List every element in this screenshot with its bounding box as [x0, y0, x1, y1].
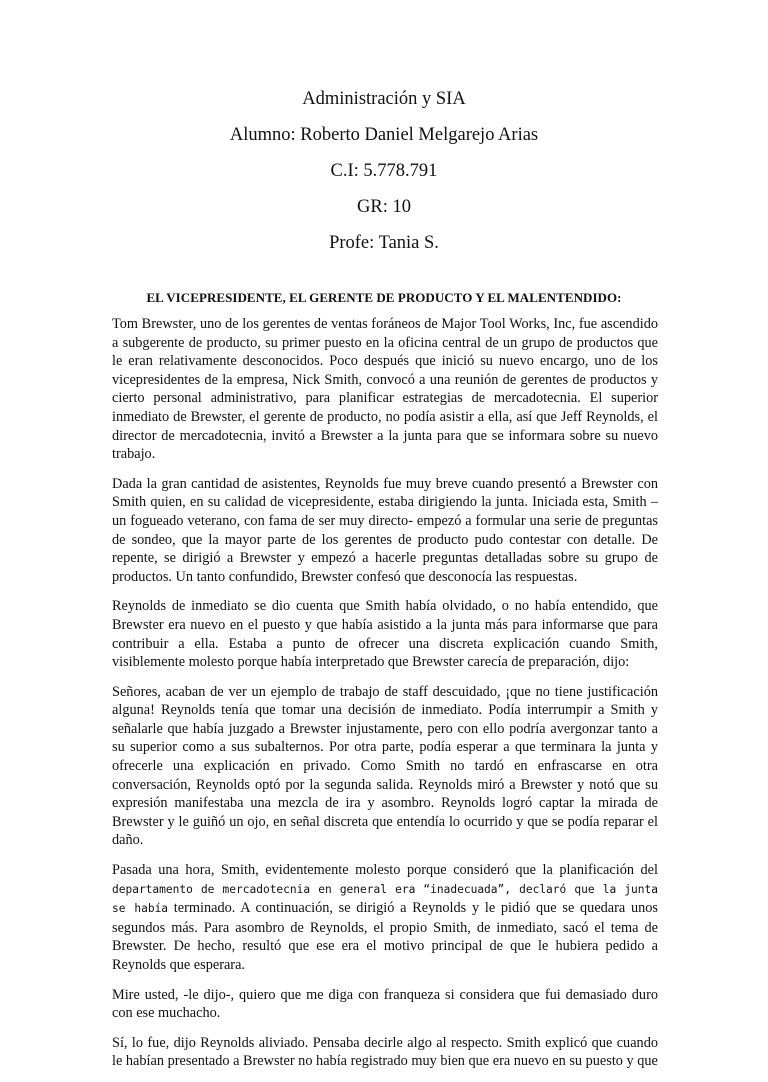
teacher-name: Profe: Tania S.: [329, 233, 439, 253]
document-header: [0, 86, 768, 266]
paragraph-5: [112, 861, 658, 975]
paragraph-5-end: terminado. A continuación, se dirigió a Reynolds y le pidió que se quedara unos segundos más. Para asombro de Reynolds, el propio Smith, de inmediato, sacó el tema de Brewster. De hecho, resultó que ese era el motivo principal de que le hubiera pedido a Reynolds que esperara.: [112, 900, 659, 973]
paragraph-3: Reynolds de inmediato se dio cuenta que Smith había olvidado, o no había entendido, que Brewster era nuevo en el puesto y que había asistido a la junta más para informarse que para contribuir a ella. Estaba a punto de ofrecer una discreta explicación cuando Smith, visiblemente molesto porque había interpretado que Brewster carecía de preparación, dijo:: [112, 598, 658, 671]
student-id: C.I: 5.778.791: [330, 161, 438, 181]
article-body: [112, 315, 658, 1082]
group-number: GR: 10: [357, 197, 411, 217]
paragraph-5-start: Pasada una hora, Smith, evidentemente molesto porque consideró que la planificación del: [112, 862, 658, 879]
paragraph-6: Mire usted, -le dijo-, quiero que me diga con franqueza si considera que fui demasiado duro con ese muchacho.: [112, 986, 658, 1022]
paragraph-2: Dada la gran cantidad de asistentes, Reynolds fue muy breve cuando presentó a Brewster con Smith quien, en su calidad de vicepresidente, estaba dirigiendo la junta. Iniciada esta, Smith –un fogueado veterano, con fama de ser muy directo- empezó a formular una serie de preguntas de sondeo, que la mayor parte de los gerentes de producto pudo contestar con detalle. De repente, se dirigió a Brewster y empezó a hacerle preguntas detalladas sobre su grupo de productos. Un tanto confundido, Brewster confesó que desconocía las respuestas.: [112, 475, 658, 585]
article-title: EL VICEPRESIDENTE, EL GERENTE DE PRODUCTO Y EL MALENTENDIDO:: [146, 290, 622, 305]
paragraph-4: Señores, acaban de ver un ejemplo de trabajo de staff descuidado, ¡que no tiene justificación alguna! Reynolds tenía que tomar una decisión de inmediato. Podía interrumpir a Smith y señalarle que había juzgado a Brewster injustamente, pero con ello podría avergonzar tanto a su superior como a sus subalternos. Por otra parte, podía esperar a que terminara la junta y ofrecerle una explicación en privado. Como Smith no tardó en enfrascarse en otra conversación, Reynolds optó por la segunda salida. Reynolds miró a Brewster y notó que su expresión manifestaba una mezcla de ira y asombro. Reynolds logró captar la mirada de Brewster y le guiñó un ojo, en señal discreta que entendía lo ocurrido y que se podía reparar el daño.: [112, 683, 658, 849]
course-name: Administración y SIA: [302, 89, 466, 109]
paragraph-1: Tom Brewster, uno de los gerentes de ventas foráneos de Major Tool Works, Inc, fue ascendido a subgerente de producto, su primer puesto en la oficina central de un grupo de productos que le eran relativamente desconocidos. Poco después que inició su nuevo encargo, uno de los vicepresidentes de la empresa, Nick Smith, convocó a una reunión de gerentes de productos y cierto personal administrativo, para planificar estrategias de mercadotecnia. El superior inmediato de Brewster, el gerente de producto, no podía asistir a ella, así que Jeff Reynolds, el director de mercadotecnia, invitó a Brewster a la junta para que se informara sobre su nuevo trabajo.: [112, 316, 658, 463]
paragraph-7: Sí, lo fue, dijo Reynolds aliviado. Pensaba decirle algo al respecto. Smith explicó que cuando le habían presentado a Brewster no había registrado muy bien que era nuevo en su puesto y que: [112, 1034, 658, 1070]
student-name: Alumno: Roberto Daniel Melgarejo Arias: [229, 125, 539, 145]
paragraph-5-monospace-line: departamento de mercadotecnia en general era “inadecuada”, declaró que la junta se había: [112, 882, 658, 916]
